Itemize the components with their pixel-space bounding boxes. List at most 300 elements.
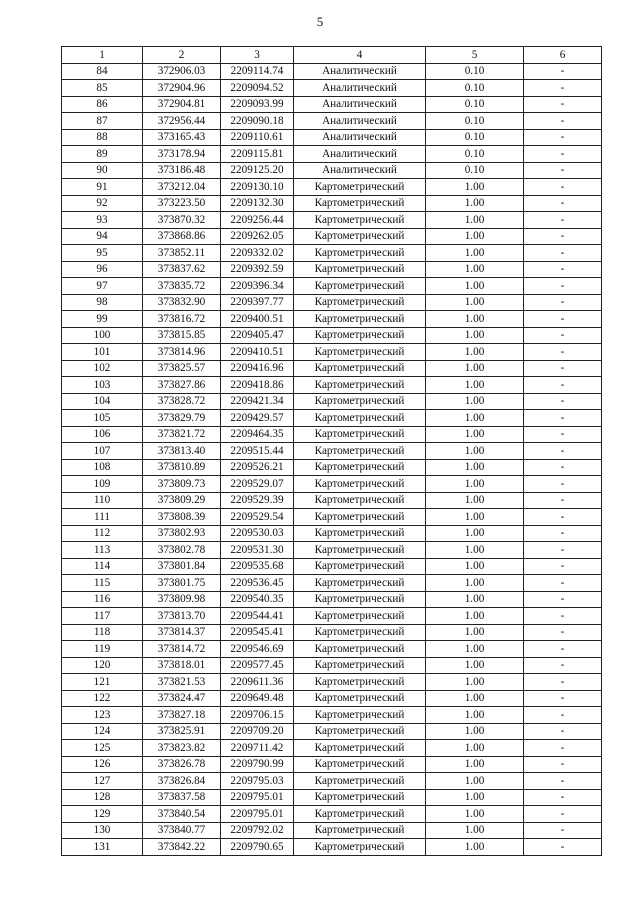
method-cell: Картометрический [294,278,426,295]
x-coordinate-cell: 373816.72 [143,311,221,328]
table-row [62,393,602,410]
accuracy-cell: 1.00 [426,245,524,262]
table-row [62,245,602,262]
point-number-cell: 89 [62,146,143,163]
method-cell: Картометрический [294,195,426,212]
x-coordinate-cell: 373808.39 [143,509,221,526]
point-number-cell: 90 [62,162,143,179]
y-coordinate-cell: 2209546.69 [221,641,294,658]
note-cell: - [524,443,602,460]
x-coordinate-cell: 373815.85 [143,327,221,344]
method-cell: Картометрический [294,690,426,707]
y-coordinate-cell: 2209795.03 [221,773,294,790]
note-cell: - [524,261,602,278]
point-number-cell: 96 [62,261,143,278]
y-coordinate-cell: 2209262.05 [221,228,294,245]
accuracy-cell: 1.00 [426,311,524,328]
note-cell: - [524,756,602,773]
y-coordinate-cell: 2209577.45 [221,657,294,674]
point-number-cell: 104 [62,393,143,410]
point-number-cell: 103 [62,377,143,394]
method-cell: Картометрический [294,360,426,377]
accuracy-cell: 1.00 [426,806,524,823]
point-number-cell: 97 [62,278,143,295]
accuracy-cell: 1.00 [426,641,524,658]
table-row [62,360,602,377]
table-row [62,294,602,311]
accuracy-cell: 1.00 [426,674,524,691]
x-coordinate-cell: 373212.04 [143,179,221,196]
method-cell: Картометрический [294,327,426,344]
method-cell: Картометрический [294,377,426,394]
note-cell: - [524,591,602,608]
accuracy-cell: 1.00 [426,228,524,245]
note-cell: - [524,96,602,113]
accuracy-cell: 1.00 [426,822,524,839]
point-number-cell: 87 [62,113,143,130]
accuracy-cell: 0.10 [426,129,524,146]
table-row [62,311,602,328]
method-cell: Картометрический [294,443,426,460]
method-cell: Картометрический [294,476,426,493]
y-coordinate-cell: 2209396.34 [221,278,294,295]
accuracy-cell: 1.00 [426,756,524,773]
x-coordinate-cell: 373842.22 [143,839,221,856]
table-row [62,591,602,608]
y-coordinate-cell: 2209709.20 [221,723,294,740]
method-cell: Аналитический [294,113,426,130]
note-cell: - [524,641,602,658]
x-coordinate-cell: 373823.82 [143,740,221,757]
note-cell: - [524,822,602,839]
x-coordinate-cell: 373827.18 [143,707,221,724]
point-number-cell: 95 [62,245,143,262]
note-cell: - [524,740,602,757]
point-number-cell: 123 [62,707,143,724]
x-coordinate-cell: 372904.96 [143,80,221,97]
method-cell: Картометрический [294,261,426,278]
x-coordinate-cell: 373837.62 [143,261,221,278]
point-number-cell: 94 [62,228,143,245]
y-coordinate-cell: 2209790.99 [221,756,294,773]
method-cell: Картометрический [294,624,426,641]
note-cell: - [524,327,602,344]
table-row [62,459,602,476]
x-coordinate-cell: 373814.72 [143,641,221,658]
point-number-cell: 114 [62,558,143,575]
x-coordinate-cell: 373828.72 [143,393,221,410]
method-cell: Картометрический [294,410,426,427]
accuracy-cell: 1.00 [426,723,524,740]
y-coordinate-cell: 2209529.07 [221,476,294,493]
method-cell: Картометрический [294,773,426,790]
table-row [62,228,602,245]
table-row [62,377,602,394]
note-cell: - [524,608,602,625]
point-number-cell: 109 [62,476,143,493]
note-cell: - [524,113,602,130]
note-cell: - [524,558,602,575]
accuracy-cell: 1.00 [426,707,524,724]
accuracy-cell: 0.10 [426,162,524,179]
note-cell: - [524,789,602,806]
y-coordinate-cell: 2209392.59 [221,261,294,278]
y-coordinate-cell: 2209649.48 [221,690,294,707]
accuracy-cell: 1.00 [426,839,524,856]
accuracy-cell: 1.00 [426,575,524,592]
note-cell: - [524,311,602,328]
method-cell: Картометрический [294,707,426,724]
x-coordinate-cell: 373840.77 [143,822,221,839]
table-row [62,558,602,575]
table-row [62,789,602,806]
table-row [62,443,602,460]
y-coordinate-cell: 2209400.51 [221,311,294,328]
x-coordinate-cell: 373178.94 [143,146,221,163]
note-cell: - [524,344,602,361]
y-coordinate-cell: 2209544.41 [221,608,294,625]
table-row [62,575,602,592]
point-number-cell: 124 [62,723,143,740]
y-coordinate-cell: 2209545.41 [221,624,294,641]
note-cell: - [524,129,602,146]
method-cell: Картометрический [294,575,426,592]
table-row [62,690,602,707]
note-cell: - [524,476,602,493]
y-coordinate-cell: 2209090.18 [221,113,294,130]
table-row [62,63,602,80]
method-cell: Картометрический [294,212,426,229]
y-coordinate-cell: 2209795.01 [221,789,294,806]
accuracy-cell: 1.00 [426,591,524,608]
note-cell: - [524,459,602,476]
method-cell: Картометрический [294,822,426,839]
x-coordinate-cell: 373852.11 [143,245,221,262]
x-coordinate-cell: 373810.89 [143,459,221,476]
y-coordinate-cell: 2209405.47 [221,327,294,344]
x-coordinate-cell: 373813.70 [143,608,221,625]
table-row [62,740,602,757]
point-number-cell: 86 [62,96,143,113]
accuracy-cell: 1.00 [426,773,524,790]
y-coordinate-cell: 2209790.65 [221,839,294,856]
note-cell: - [524,690,602,707]
note-cell: - [524,575,602,592]
point-number-cell: 92 [62,195,143,212]
method-cell: Картометрический [294,806,426,823]
column-header-1: 1 [62,47,143,64]
x-coordinate-cell: 373829.79 [143,410,221,427]
x-coordinate-cell: 373813.40 [143,443,221,460]
note-cell: - [524,674,602,691]
note-cell: - [524,707,602,724]
point-number-cell: 119 [62,641,143,658]
point-number-cell: 128 [62,789,143,806]
note-cell: - [524,162,602,179]
method-cell: Картометрический [294,756,426,773]
column-header-4: 4 [294,47,426,64]
table-body [62,63,602,855]
note-cell: - [524,723,602,740]
table-row [62,608,602,625]
x-coordinate-cell: 373827.86 [143,377,221,394]
y-coordinate-cell: 2209125.20 [221,162,294,179]
note-cell: - [524,80,602,97]
accuracy-cell: 0.10 [426,96,524,113]
x-coordinate-cell: 373809.98 [143,591,221,608]
method-cell: Картометрический [294,228,426,245]
x-coordinate-cell: 373814.96 [143,344,221,361]
note-cell: - [524,657,602,674]
accuracy-cell: 0.10 [426,146,524,163]
note-cell: - [524,542,602,559]
accuracy-cell: 1.00 [426,212,524,229]
x-coordinate-cell: 373868.86 [143,228,221,245]
note-cell: - [524,839,602,856]
method-cell: Картометрический [294,542,426,559]
x-coordinate-cell: 373840.54 [143,806,221,823]
column-header-5: 5 [426,47,524,64]
accuracy-cell: 1.00 [426,179,524,196]
table-row [62,806,602,823]
note-cell: - [524,294,602,311]
y-coordinate-cell: 2209531.30 [221,542,294,559]
table-row [62,657,602,674]
accuracy-cell: 1.00 [426,789,524,806]
point-number-cell: 100 [62,327,143,344]
accuracy-cell: 0.10 [426,63,524,80]
method-cell: Картометрический [294,608,426,625]
table-row [62,492,602,509]
table-header-row [62,47,602,64]
note-cell: - [524,525,602,542]
x-coordinate-cell: 372906.03 [143,63,221,80]
method-cell: Картометрический [294,723,426,740]
y-coordinate-cell: 2209094.52 [221,80,294,97]
point-number-cell: 120 [62,657,143,674]
accuracy-cell: 1.00 [426,459,524,476]
method-cell: Картометрический [294,179,426,196]
table-row [62,624,602,641]
point-number-cell: 121 [62,674,143,691]
y-coordinate-cell: 2209421.34 [221,393,294,410]
x-coordinate-cell: 373837.58 [143,789,221,806]
point-number-cell: 126 [62,756,143,773]
x-coordinate-cell: 373223.50 [143,195,221,212]
note-cell: - [524,509,602,526]
accuracy-cell: 1.00 [426,657,524,674]
x-coordinate-cell: 373870.32 [143,212,221,229]
point-number-cell: 129 [62,806,143,823]
method-cell: Аналитический [294,63,426,80]
method-cell: Аналитический [294,96,426,113]
x-coordinate-cell: 373165.43 [143,129,221,146]
table-row [62,822,602,839]
x-coordinate-cell: 373825.91 [143,723,221,740]
note-cell: - [524,179,602,196]
method-cell: Картометрический [294,674,426,691]
table-row [62,212,602,229]
method-cell: Картометрический [294,641,426,658]
point-number-cell: 85 [62,80,143,97]
page-number: 5 [316,14,324,29]
accuracy-cell: 1.00 [426,195,524,212]
accuracy-cell: 1.00 [426,393,524,410]
accuracy-cell: 1.00 [426,278,524,295]
x-coordinate-cell: 372904.81 [143,96,221,113]
x-coordinate-cell: 373821.72 [143,426,221,443]
accuracy-cell: 1.00 [426,476,524,493]
accuracy-cell: 1.00 [426,525,524,542]
accuracy-cell: 0.10 [426,80,524,97]
table-row [62,839,602,856]
column-header-3: 3 [221,47,294,64]
method-cell: Аналитический [294,162,426,179]
y-coordinate-cell: 2209711.42 [221,740,294,757]
method-cell: Картометрический [294,311,426,328]
accuracy-cell: 1.00 [426,426,524,443]
method-cell: Картометрический [294,393,426,410]
table-row [62,525,602,542]
accuracy-cell: 1.00 [426,377,524,394]
note-cell: - [524,624,602,641]
y-coordinate-cell: 2209093.99 [221,96,294,113]
point-number-cell: 98 [62,294,143,311]
accuracy-cell: 1.00 [426,608,524,625]
y-coordinate-cell: 2209611.36 [221,674,294,691]
point-number-cell: 91 [62,179,143,196]
point-number-cell: 105 [62,410,143,427]
accuracy-cell: 1.00 [426,261,524,278]
point-number-cell: 107 [62,443,143,460]
note-cell: - [524,806,602,823]
table-row [62,162,602,179]
x-coordinate-cell: 373824.47 [143,690,221,707]
table-row [62,113,602,130]
table-row [62,80,602,97]
table-row [62,96,602,113]
accuracy-cell: 1.00 [426,360,524,377]
column-header-6: 6 [524,47,602,64]
method-cell: Картометрический [294,426,426,443]
table-row [62,129,602,146]
table-row [62,179,602,196]
method-cell: Картометрический [294,789,426,806]
point-number-cell: 111 [62,509,143,526]
point-number-cell: 106 [62,426,143,443]
column-header-2: 2 [143,47,221,64]
x-coordinate-cell: 372956.44 [143,113,221,130]
y-coordinate-cell: 2209792.02 [221,822,294,839]
y-coordinate-cell: 2209526.21 [221,459,294,476]
y-coordinate-cell: 2209416.96 [221,360,294,377]
y-coordinate-cell: 2209114.74 [221,63,294,80]
method-cell: Картометрический [294,657,426,674]
accuracy-cell: 1.00 [426,443,524,460]
method-cell: Аналитический [294,80,426,97]
accuracy-cell: 1.00 [426,690,524,707]
method-cell: Картометрический [294,294,426,311]
point-number-cell: 118 [62,624,143,641]
y-coordinate-cell: 2209529.54 [221,509,294,526]
method-cell: Аналитический [294,146,426,163]
table-row [62,278,602,295]
y-coordinate-cell: 2209536.45 [221,575,294,592]
note-cell: - [524,410,602,427]
note-cell: - [524,212,602,229]
accuracy-cell: 1.00 [426,410,524,427]
x-coordinate-cell: 373801.84 [143,558,221,575]
x-coordinate-cell: 373825.57 [143,360,221,377]
point-number-cell: 93 [62,212,143,229]
accuracy-cell: 1.00 [426,740,524,757]
point-number-cell: 117 [62,608,143,625]
y-coordinate-cell: 2209418.86 [221,377,294,394]
table-row [62,723,602,740]
table-row [62,509,602,526]
method-cell: Картометрический [294,525,426,542]
accuracy-cell: 1.00 [426,558,524,575]
method-cell: Картометрический [294,492,426,509]
method-cell: Картометрический [294,459,426,476]
method-cell: Картометрический [294,591,426,608]
point-number-cell: 125 [62,740,143,757]
point-number-cell: 102 [62,360,143,377]
method-cell: Картометрический [294,558,426,575]
note-cell: - [524,426,602,443]
x-coordinate-cell: 373186.48 [143,162,221,179]
note-cell: - [524,773,602,790]
table-row [62,426,602,443]
accuracy-cell: 1.00 [426,542,524,559]
y-coordinate-cell: 2209795.01 [221,806,294,823]
point-number-cell: 127 [62,773,143,790]
point-number-cell: 112 [62,525,143,542]
method-cell: Картометрический [294,509,426,526]
accuracy-cell: 1.00 [426,344,524,361]
y-coordinate-cell: 2209397.77 [221,294,294,311]
point-number-cell: 88 [62,129,143,146]
y-coordinate-cell: 2209515.44 [221,443,294,460]
x-coordinate-cell: 373826.84 [143,773,221,790]
table-row [62,146,602,163]
accuracy-cell: 1.00 [426,327,524,344]
x-coordinate-cell: 373826.78 [143,756,221,773]
method-cell: Картометрический [294,740,426,757]
y-coordinate-cell: 2209115.81 [221,146,294,163]
table-row [62,195,602,212]
table-row [62,476,602,493]
table-row [62,261,602,278]
note-cell: - [524,146,602,163]
x-coordinate-cell: 373801.75 [143,575,221,592]
note-cell: - [524,492,602,509]
point-number-cell: 101 [62,344,143,361]
note-cell: - [524,360,602,377]
y-coordinate-cell: 2209540.35 [221,591,294,608]
point-number-cell: 122 [62,690,143,707]
table-row [62,773,602,790]
y-coordinate-cell: 2209429.57 [221,410,294,427]
accuracy-cell: 1.00 [426,624,524,641]
note-cell: - [524,63,602,80]
note-cell: - [524,377,602,394]
x-coordinate-cell: 373832.90 [143,294,221,311]
method-cell: Аналитический [294,129,426,146]
x-coordinate-cell: 373802.93 [143,525,221,542]
table-row [62,641,602,658]
point-number-cell: 115 [62,575,143,592]
